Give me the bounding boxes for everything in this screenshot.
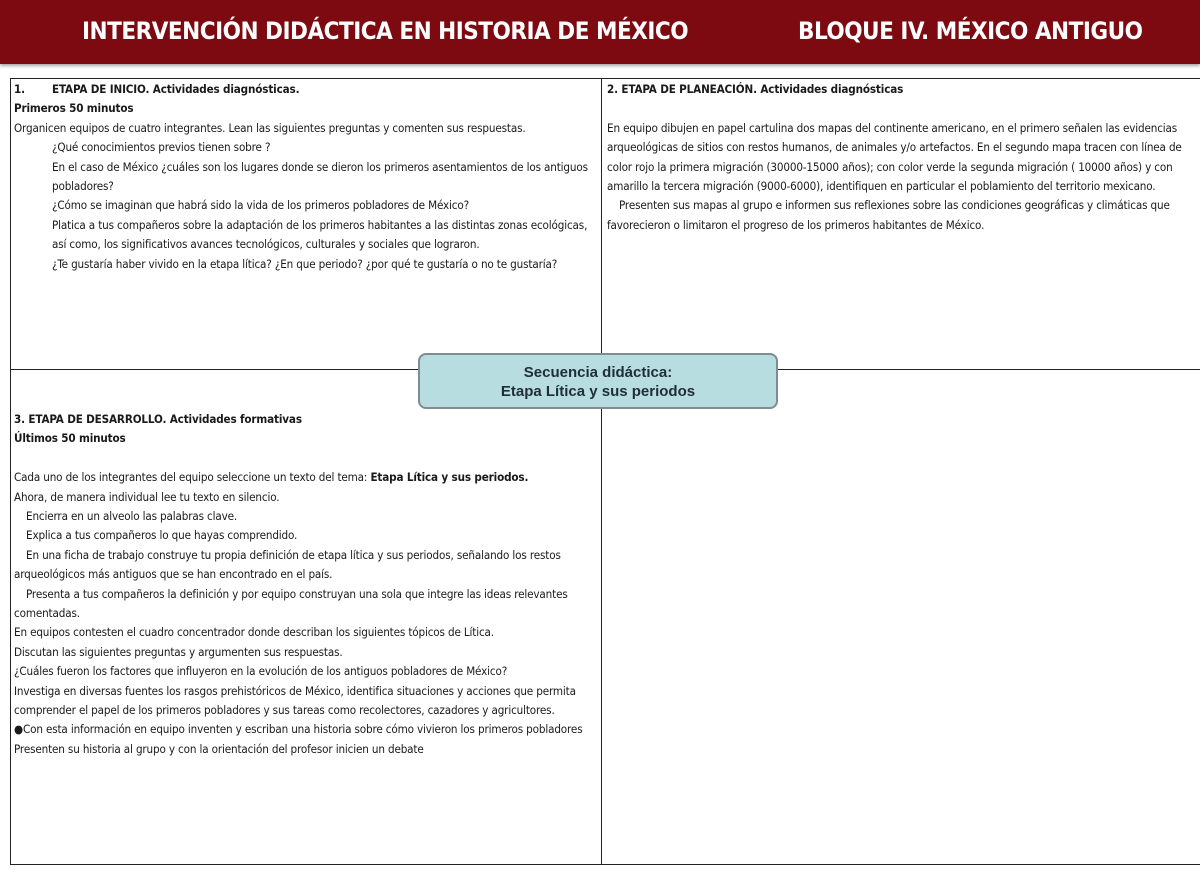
text-line: Discutan las siguientes preguntas y argumenten sus respuestas. <box>14 644 343 659</box>
text-line: Investiga en diversas fuentes los rasgos prehistóricos de México, identifica situaciones y acciones que permita comprender el papel de los primeros pobladores y sus tareas como recolectores, cazadores y agricultores. <box>14 683 576 718</box>
sequence-callout <box>418 353 778 409</box>
cell3-individual: Ahora, de manera individual lee tu texto en silencio. <box>14 489 280 504</box>
table-vertical-divider <box>601 78 602 865</box>
cell-etapa-planeacion <box>607 80 1195 235</box>
cell1-heading: 1. ETAPA DE INICIO. Actividades diagnósticas. <box>14 80 598 99</box>
list-item: Explica a tus compañeros lo que hayas comprendido. <box>26 528 298 543</box>
list-item: Presenta a tus compañeros la definición y por equipo construyan una sola que integre las ideas relevantes comentadas. <box>14 586 568 621</box>
callout-line2: Etapa Lítica y sus periodos <box>500 383 696 400</box>
cell1-time: Primeros 50 minutos <box>14 101 134 116</box>
dot-bullet-icon: ● <box>14 722 23 737</box>
list-item: ●Con esta información en equipo inventen y escriban una historia sobre cómo vivieron los primeros pobladores <box>14 722 583 737</box>
cell-etapa-desarrollo <box>14 410 598 759</box>
block-title: BLOQUE IV. MÉXICO ANTIGUO <box>798 17 1143 45</box>
cell1-intro: Organicen equipos de cuatro integrantes. Lean las siguientes preguntas y comenten sus respuestas. <box>14 120 526 135</box>
list-item: En el caso de México ¿cuáles son los lugares donde se dieron los primeros asentamientos de los antiguos pobladores? <box>52 159 588 194</box>
cell3-time: Últimos 50 minutos <box>14 431 126 446</box>
cell3-intro: Cada uno de los integrantes del equipo seleccione un texto del tema: Etapa Lítica y sus periodos. <box>14 470 529 485</box>
list-item: ¿Te gustaría haber vivido en la etapa lítica? ¿En que periodo? ¿por qué te gustaría o no te gustaría? <box>52 256 558 271</box>
cell2-heading: 2. ETAPA DE PLANEACIÓN. Actividades diagnósticas <box>607 82 904 96</box>
cell-etapa-inicio <box>14 80 598 274</box>
text-line: Presenten su historia al grupo y con la orientación del profesor inicien un debate <box>14 741 424 756</box>
text-line: En equipos contesten el cuadro concentrador donde describan los siguientes tópicos de Lítica. <box>14 625 494 640</box>
text-line: ¿Cuáles fueron los factores que influyeron en la evolución de los antiguos pobladores de México? <box>14 664 508 679</box>
cell2-paragraph: En equipo dibujen en papel cartulina dos mapas del continente americano, en el primero señalen las evidencias arqueológicas de sitios con restos humanos, de animales y/o artefactos. En el segundo mapa tracen con línea de color rojo la primera migración (30000-15000 años); con color verde la segunda migración ( 10000 años) y con amarillo la tercera migración (9000-6000), identifiquen en particular el poblamiento del territorio mexicano. <box>607 120 1182 194</box>
list-item: ¿Cómo se imaginan que habrá sido la vida de los primeros pobladores de México? <box>52 198 469 213</box>
list-item: Encierra en un alveolo las palabras clave. <box>26 509 238 524</box>
header-banner <box>0 0 1200 64</box>
page-title: INTERVENCIÓN DIDÁCTICA EN HISTORIA DE MÉXICO <box>82 17 689 45</box>
list-item: En una ficha de trabajo construye tu propia definición de etapa lítica y sus periodos, señalando los restos arqueológicos más antiguos que se han encontrado en el país. <box>14 547 561 582</box>
list-item: Presenten sus mapas al grupo e informen sus reflexiones sobre las condiciones geográficas y climáticas que favorecieron o limitaron el progreso de los primeros habitantes de México. <box>607 198 1170 232</box>
topic-name: Etapa Lítica y sus periodos. <box>370 470 529 485</box>
list-item: ¿Qué conocimientos previos tienen sobre ? <box>52 140 271 155</box>
callout-line1: Secuencia didáctica: <box>523 364 673 381</box>
list-item: Platica a tus compañeros sobre la adaptación de los primeros habitantes a las distintas zonas ecológicas, así como, los significativos avances tecnológicos, culturales y sociales que lograron. <box>52 217 588 252</box>
cell1-number: 1. <box>14 82 25 96</box>
cell3-heading: 3. ETAPA DE DESARROLLO. Actividades formativas <box>14 412 302 426</box>
